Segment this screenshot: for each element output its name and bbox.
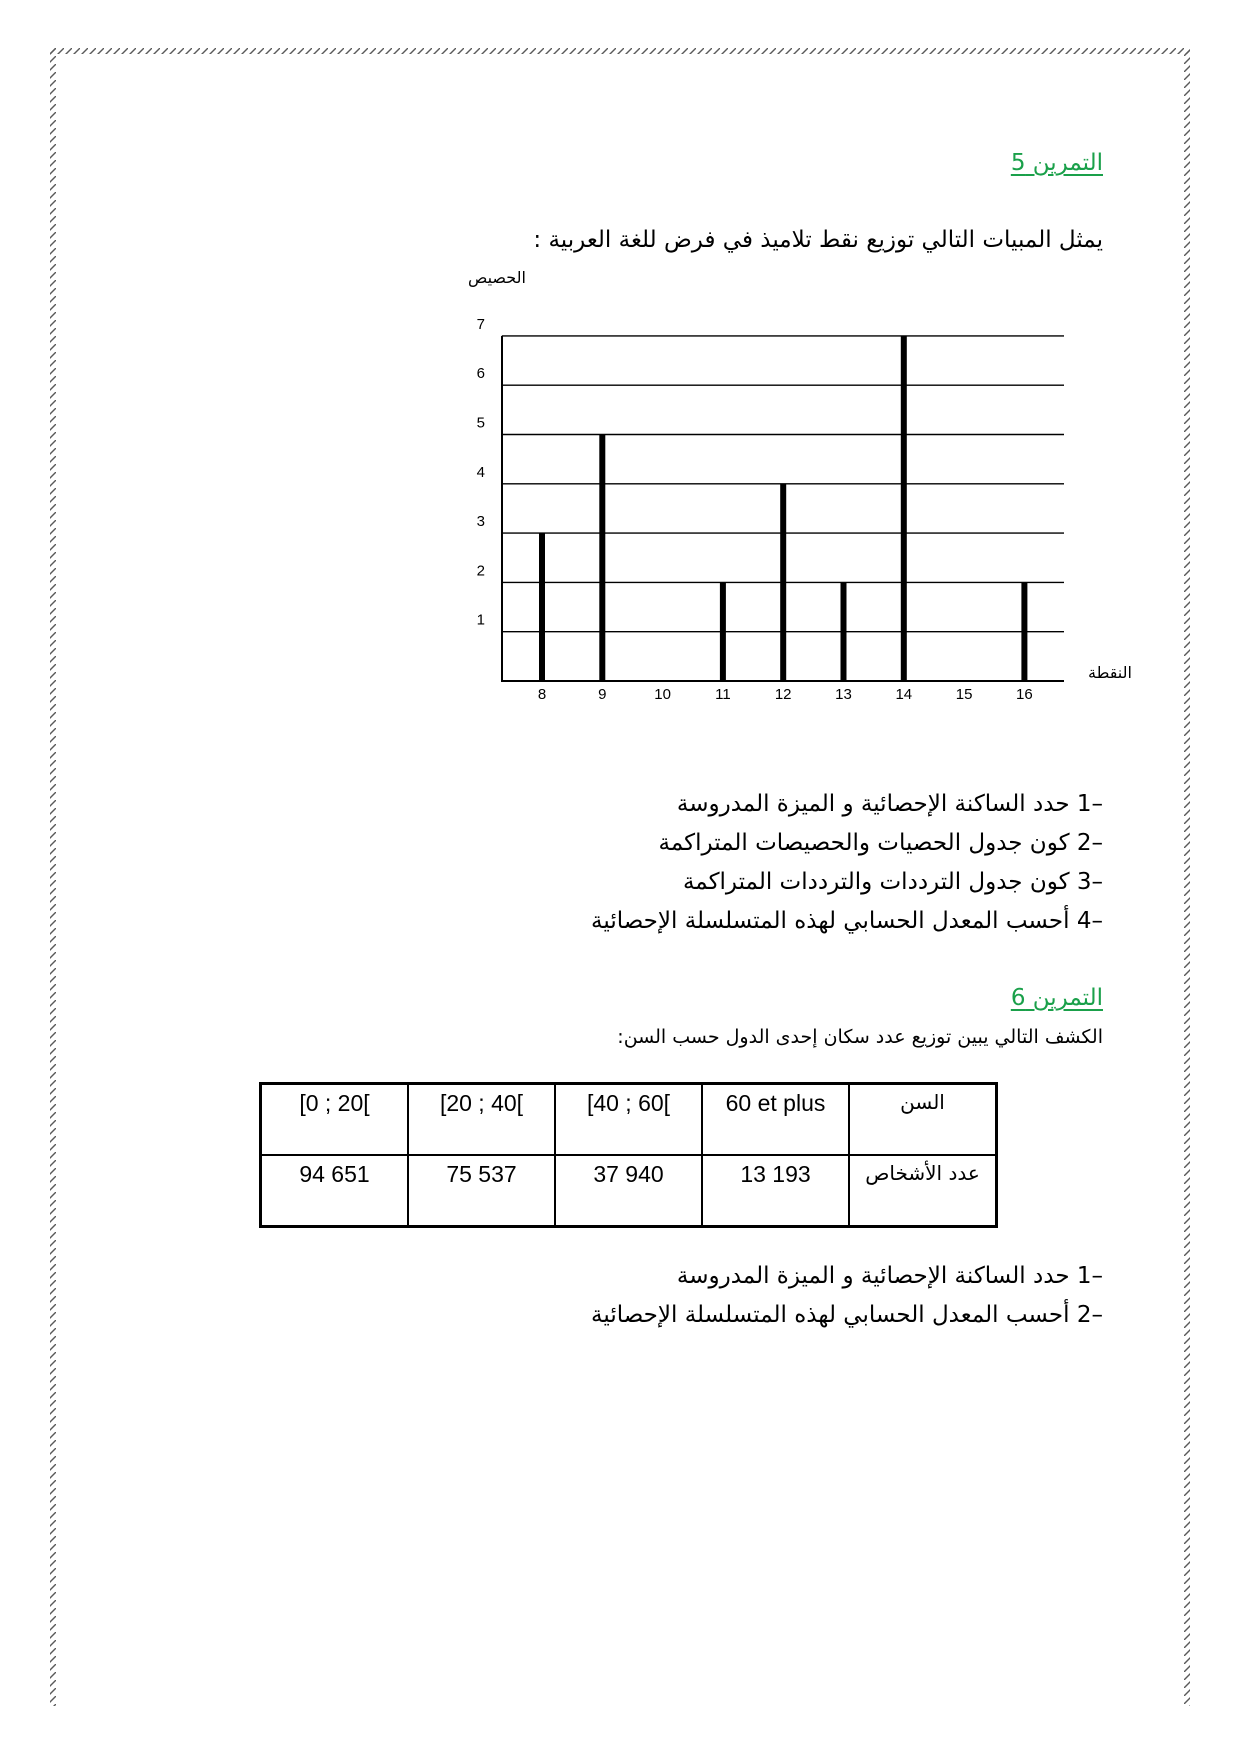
question-item [591, 785, 1103, 824]
bar [901, 336, 907, 681]
y-tick-label: 1 [476, 611, 485, 629]
y-tick-label: 5 [476, 414, 485, 432]
y-tick-label: 3 [476, 513, 485, 531]
question-item [591, 1257, 1103, 1296]
x-tick-label: 16 [1016, 686, 1033, 703]
y-tick-label: 6 [476, 365, 485, 383]
table-row-age [261, 1084, 997, 1156]
x-tick-label: 13 [835, 686, 852, 703]
question-number: –2 [1076, 830, 1103, 856]
y-tick-label: 2 [476, 562, 485, 580]
table-row-count [261, 1155, 997, 1227]
question-text: كون جدول الترددات والترددات المتراكمة [682, 869, 1070, 895]
y-tick-label: 4 [476, 463, 485, 481]
table-cell-age: [20 ; 40[ [408, 1084, 555, 1156]
population-table [259, 1082, 998, 1228]
question-text: أحسب المعدل الحسابي لهذه المتسلسلة الإحصائية [591, 1302, 1070, 1328]
table-cell-age: 60 et plus [702, 1084, 849, 1156]
question-text: حدد الساكنة الإحصائية و الميزة المدروسة [676, 791, 1070, 817]
x-tick-label: 11 [715, 686, 731, 703]
table-cell-count: 13 193 [702, 1155, 849, 1227]
exercise-6-title: التمرين 6 [1010, 985, 1103, 1011]
bar [720, 582, 726, 681]
question-item [591, 902, 1103, 941]
question-number: –2 [1076, 1302, 1103, 1328]
exercise-6-questions [591, 1257, 1103, 1335]
exercise-6-intro: الكشف التالي يبين توزيع عدد سكان إحدى الدول حسب السن: [617, 1026, 1103, 1048]
x-tick-label: 12 [774, 686, 792, 703]
question-text: حدد الساكنة الإحصائية و الميزة المدروسة [676, 1263, 1070, 1289]
question-text: أحسب المعدل الحسابي لهذه المتسلسلة الإحصائية [591, 908, 1070, 934]
table-cell-count: 94 651 [261, 1155, 409, 1227]
bar [1021, 582, 1027, 681]
table-cell-count: 75 537 [408, 1155, 555, 1227]
bar-chart [0, 0, 1240, 760]
y-tick-label: 7 [476, 315, 485, 333]
x-tick-label: 8 [537, 686, 547, 703]
exercise-5-intro: يمثل المبيات التالي توزيع نقط تلاميذ في فرض للغة العربية : [533, 227, 1103, 253]
table-cell-age: [0 ; 20[ [261, 1084, 409, 1156]
x-axis-label: النقطة [1088, 663, 1132, 682]
bar [841, 582, 847, 681]
table-cell-age: [40 ; 60[ [555, 1084, 702, 1156]
bar [539, 533, 545, 681]
bar [780, 484, 786, 681]
question-item [591, 1296, 1103, 1335]
table-row-label-count: عدد الأشخاص [849, 1155, 997, 1227]
question-number: –4 [1076, 908, 1103, 934]
question-number: –1 [1076, 1263, 1103, 1289]
table-cell-count: 37 940 [555, 1155, 702, 1227]
x-tick-label: 10 [654, 686, 671, 703]
question-number: –1 [1076, 791, 1103, 817]
bar [599, 435, 605, 682]
y-axis-label: الحصيص [468, 268, 526, 287]
question-number: –3 [1076, 869, 1103, 895]
x-tick-label: 15 [955, 686, 973, 703]
exercise-5-questions [591, 785, 1103, 941]
question-item [591, 824, 1103, 863]
exercise-5-title: التمرين 5 [1010, 150, 1103, 176]
x-tick-label: 9 [598, 686, 607, 703]
question-item [591, 863, 1103, 902]
table-row-label-age: السن [849, 1084, 997, 1156]
x-tick-label: 14 [895, 686, 913, 703]
question-text: كون جدول الحصيات والحصيصات المتراكمة [658, 830, 1070, 856]
